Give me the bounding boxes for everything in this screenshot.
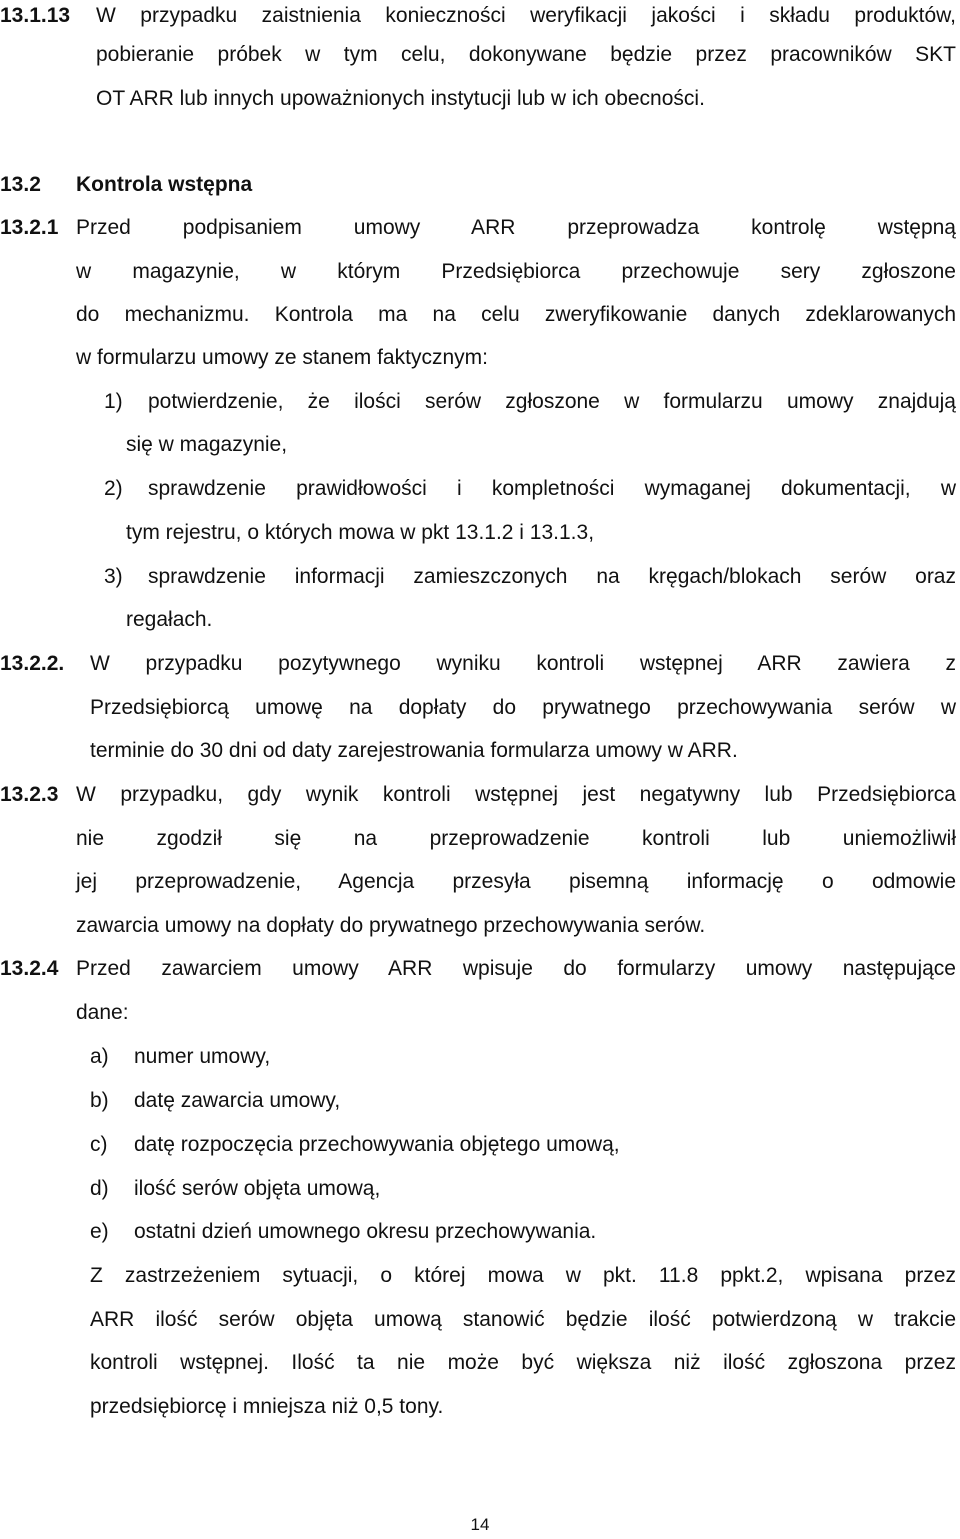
paragraph-line: nie zgodził się na przeprowadzenie kontroli lub uniemożliwił <box>76 827 956 850</box>
list-marker: a) <box>90 1045 109 1068</box>
paragraph-line: w formularzu umowy ze stanem faktycznym: <box>76 346 488 369</box>
paragraph-line: pobieranie próbek w tym celu, dokonywane będzie przez pracowników SKT <box>96 43 956 66</box>
list-item-text: datę rozpoczęcia przechowywania objętego umową, <box>134 1133 620 1156</box>
list-marker: b) <box>90 1089 109 1112</box>
list-marker: c) <box>90 1133 108 1156</box>
paragraph-line: ARR ilość serów objęta umową stanowić będzie ilość potwierdzoną w trakcie <box>90 1308 956 1331</box>
page-number: 14 <box>470 1515 490 1534</box>
section-number: 13.2.2. <box>0 652 65 675</box>
paragraph-line: W przypadku zaistnienia konieczności weryfikacji jakości i składu produktów, <box>96 4 956 27</box>
paragraph-line: OT ARR lub innych upoważnionych instytucji lub w ich obecności. <box>96 87 705 110</box>
paragraph-line: dane: <box>76 1001 129 1024</box>
list-item-line: się w magazynie, <box>126 433 288 456</box>
paragraph-line: W przypadku, gdy wynik kontroli wstępnej jest negatywny lub Przedsiębiorca <box>76 783 956 806</box>
list-item-line: sprawdzenie prawidłowości i kompletności wymaganej dokumentacji, w <box>148 477 956 500</box>
paragraph-line: Z zastrzeżeniem sytuacji, o której mowa w pkt. 11.8 ppkt.2, wpisana przez <box>90 1264 956 1287</box>
section-number: 13.2 <box>0 173 41 196</box>
section-number: 13.2.4 <box>0 957 59 980</box>
paragraph-line: Przedsiębiorcą umowę na dopłaty do prywatnego przechowywania serów w <box>90 696 956 719</box>
section-title: Kontrola wstępna <box>76 173 253 196</box>
list-item-line: sprawdzenie informacji zamieszczonych na kręgach/blokach serów oraz <box>148 565 956 588</box>
paragraph-line: w magazynie, w którym Przedsiębiorca przechowuje sery zgłoszone <box>76 260 956 283</box>
list-item-text: datę zawarcia umowy, <box>134 1089 341 1112</box>
paragraph-line: Przed zawarciem umowy ARR wpisuje do formularzy umowy następujące <box>76 957 956 980</box>
list-marker: e) <box>90 1220 109 1243</box>
list-marker: 3) <box>104 565 123 588</box>
paragraph-line: W przypadku pozytywnego wyniku kontroli wstępnej ARR zawiera z <box>90 652 956 675</box>
paragraph-line: terminie do 30 dni od daty zarejestrowania formularza umowy w ARR. <box>90 739 738 762</box>
section-number: 13.2.1 <box>0 216 59 239</box>
paragraph-line: Przed podpisaniem umowy ARR przeprowadza kontrolę wstępną <box>76 216 956 239</box>
list-item-line: potwierdzenie, że ilości serów zgłoszone w formularzu umowy znajdują <box>148 390 956 413</box>
paragraph-line: zawarcia umowy na dopłaty do prywatnego przechowywania serów. <box>76 914 706 937</box>
paragraph-line: kontroli wstępnej. Ilość ta nie może być większa niż ilość zgłoszona przez <box>90 1351 956 1374</box>
paragraph-line: przedsiębiorcę i mniejsza niż 0,5 tony. <box>90 1395 444 1418</box>
list-item-line: tym rejestru, o których mowa w pkt 13.1.2 i 13.1.3, <box>126 521 595 544</box>
list-marker: d) <box>90 1177 109 1200</box>
section-number: 13.2.3 <box>0 783 59 806</box>
list-item-text: ilość serów objęta umową, <box>134 1177 381 1200</box>
paragraph-line: do mechanizmu. Kontrola ma na celu zweryfikowanie danych zdeklarowanych <box>76 303 956 326</box>
list-item-text: ostatni dzień umownego okresu przechowywania. <box>134 1220 597 1243</box>
list-item-text: numer umowy, <box>134 1045 271 1068</box>
paragraph-line: jej przeprowadzenie, Agencja przesyła pisemną informację o odmowie <box>76 870 956 893</box>
list-marker: 2) <box>104 477 123 500</box>
section-number: 13.1.13 <box>0 4 71 27</box>
list-item-line: regałach. <box>126 608 213 631</box>
list-marker: 1) <box>104 390 123 413</box>
